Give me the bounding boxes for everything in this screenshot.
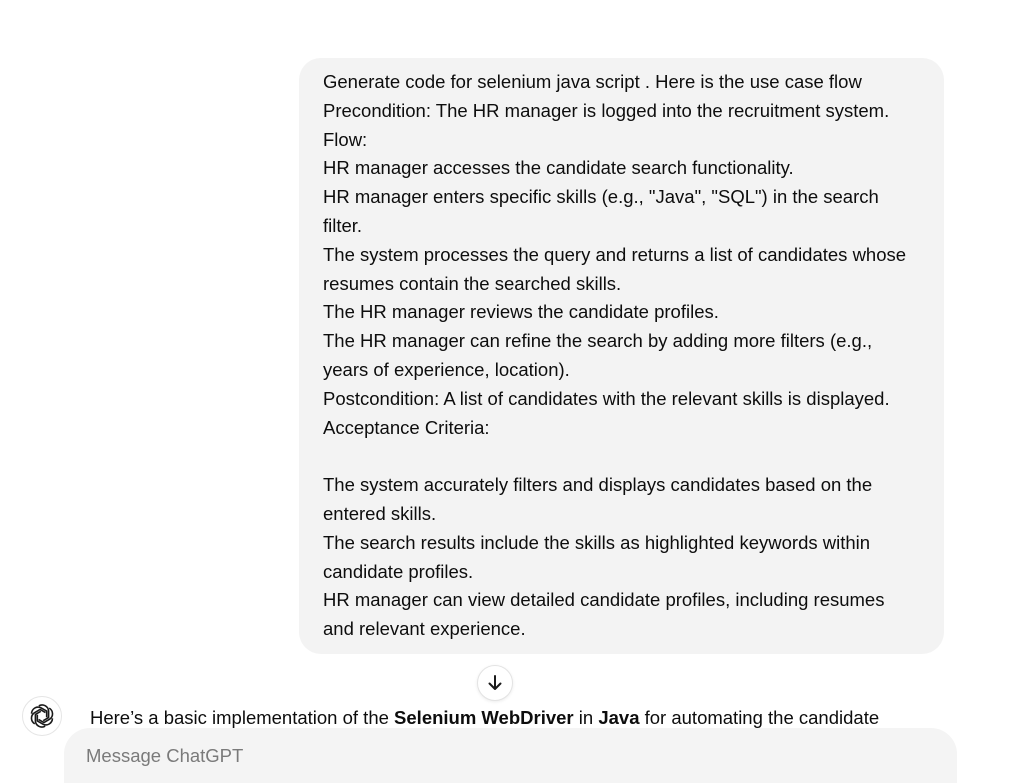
scroll-to-bottom-button[interactable] — [477, 665, 513, 701]
user-message-line: HR manager enters specific skills (e.g., "Java", "SQL") in the search — [323, 186, 879, 208]
assistant-text-bold: Java — [598, 707, 640, 728]
assistant-avatar — [22, 696, 62, 736]
arrow-down-icon — [485, 673, 505, 693]
user-message-line: filter. — [323, 214, 363, 236]
user-message-line: Precondition: The HR manager is logged into the recruitment system. — [323, 99, 890, 121]
user-message-line: Generate code for selenium java script . Here is the use case flow — [323, 71, 862, 92]
user-message-blank-line — [323, 442, 924, 471]
assistant-text-part: Here’s a basic implementation of the — [90, 707, 395, 728]
user-message-line: candidate profiles. — [323, 560, 474, 582]
user-message-line: The HR manager can refine the search by adding more filters (e.g., — [323, 330, 873, 352]
assistant-text-part: for automating the candidate — [639, 707, 880, 728]
user-message-line: The HR manager reviews the candidate profiles. — [323, 301, 719, 323]
user-message-line: Postcondition: A list of candidates with the relevant skills is displayed. — [323, 387, 890, 409]
message-composer — [64, 728, 957, 783]
user-message-line: The system processes the query and returns a list of candidates whose — [323, 243, 907, 265]
user-message-bubble — [299, 58, 944, 654]
user-message-line: The search results include the skills as highlighted keywords within — [323, 531, 871, 553]
user-message-line: years of experience, location). — [323, 358, 570, 380]
user-message-line: Acceptance Criteria: — [323, 416, 490, 438]
user-message-line: Flow: — [323, 128, 368, 150]
user-message-line: HR manager can view detailed candidate profiles, including resumes — [323, 589, 885, 611]
assistant-text-bold: Selenium WebDriver — [394, 707, 574, 728]
user-message-line: resumes contain the searched skills. — [323, 272, 622, 294]
message-input[interactable] — [86, 745, 935, 767]
openai-logo-icon — [29, 703, 55, 729]
user-message-line: The system accurately filters and displays candidates based on the — [323, 474, 873, 496]
user-message-line: HR manager accesses the candidate search functionality. — [323, 157, 794, 179]
user-message-line: entered skills. — [323, 502, 437, 524]
user-message-line: and relevant experience. — [323, 618, 526, 640]
assistant-text-part: in — [573, 707, 599, 728]
